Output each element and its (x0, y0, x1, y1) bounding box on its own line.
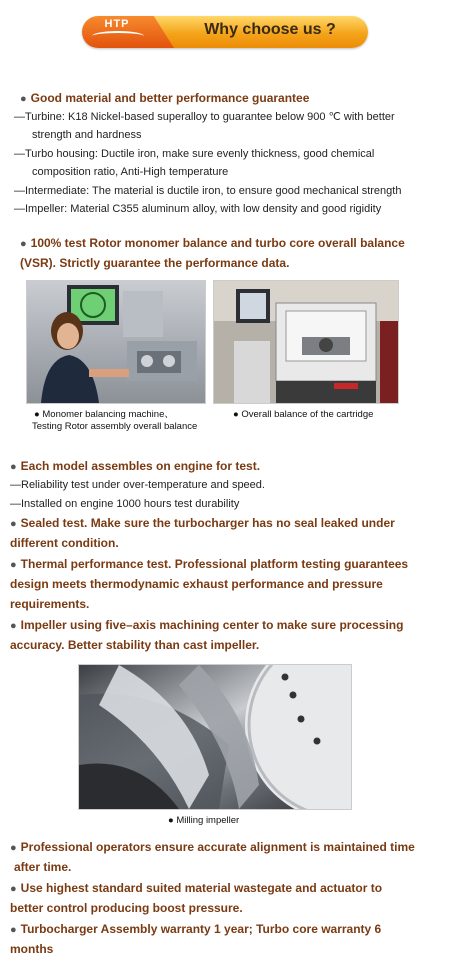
engine-heading: ● Each model assembles on engine for test. (10, 459, 261, 473)
material-heading: ● Good material and better performance guarantee (20, 91, 310, 105)
page-title: Why choose us ? (204, 21, 336, 38)
warranty-heading: ● Turbocharger Assembly warranty 1 year; Turbo core warranty 6 (10, 922, 382, 936)
engine-line-1: —Reliability test under over-temperature and speed. (10, 479, 265, 491)
thermal-heading: ● Thermal performance test. Professional platform testing guarantees (10, 557, 409, 571)
bullet-icon: ● (10, 924, 17, 936)
caption-cartridge: ● Overall balance of the cartridge (233, 409, 374, 420)
caption-milling-impeller: ● Milling impeller (168, 815, 240, 826)
cartridge-balance-photo (213, 280, 399, 404)
sealed-heading: ● Sealed test. Make sure the turbocharger has no seal leaked under (10, 516, 395, 530)
sealed-heading-cont: different condition. (10, 536, 119, 550)
bullet-icon: ● (10, 842, 17, 854)
operators-heading-cont: after time. (14, 860, 72, 874)
operators-heading: ● Professional operators ensure accurate alignment is maintained time (10, 840, 415, 854)
wastegate-heading: ● Use highest standard suited material wastegate and actuator to (10, 881, 383, 895)
caption-balancing-machine: ● Monomer balancing machine、 (34, 409, 174, 420)
bullet-icon: ● (10, 883, 17, 895)
htp-logo: HTP (104, 18, 130, 30)
material-line-5: —Intermediate: The material is ductile iron, to ensure good mechanical strength (14, 185, 402, 197)
milling-impeller-photo (78, 664, 352, 810)
balance-heading-cont: (VSR). Strictly guarantee the performance data. (20, 256, 290, 270)
header-banner (82, 16, 368, 48)
logo-swoosh-icon (92, 31, 144, 41)
balance-heading: ● 100% test Rotor monomer balance and turbo core overall balance (20, 236, 405, 250)
material-line-2: strength and hardness (32, 129, 142, 141)
material-line-3: —Turbo housing: Ductile iron, make sure evenly thickness, good chemical (14, 148, 375, 160)
thermal-heading-cont-2: requirements. (10, 597, 90, 611)
bullet-icon: ● (20, 238, 27, 250)
warranty-heading-cont: months (10, 942, 54, 956)
bullet-icon: ● (10, 620, 17, 632)
material-line-6: —Impeller: Material C355 aluminum alloy, with low density and good rigidity (14, 203, 382, 215)
material-line-1: —Turbine: K18 Nickel-based superalloy to guarantee below 900 ℃ with better (14, 111, 395, 123)
thermal-heading-cont-1: design meets thermodynamic exhaust performance and pressure (10, 577, 383, 591)
impeller-heading: ● Impeller using five–axis machining center to make sure processing (10, 618, 404, 632)
balancing-machine-photo (26, 280, 206, 404)
wastegate-heading-cont: better control producing boost pressure. (10, 901, 243, 915)
material-line-4: composition ratio, Anti-High temperature (32, 166, 229, 178)
caption-rotor-assembly: Testing Rotor assembly overall balance (32, 421, 198, 432)
bullet-icon: ● (10, 559, 17, 571)
impeller-heading-cont: accuracy. Better stability than cast impeller. (10, 638, 260, 652)
bullet-icon: ● (10, 518, 17, 530)
bullet-icon: ● (20, 93, 27, 105)
engine-line-2: —Installed on engine 1000 hours test durability (10, 498, 240, 510)
bullet-icon: ● (10, 461, 17, 473)
